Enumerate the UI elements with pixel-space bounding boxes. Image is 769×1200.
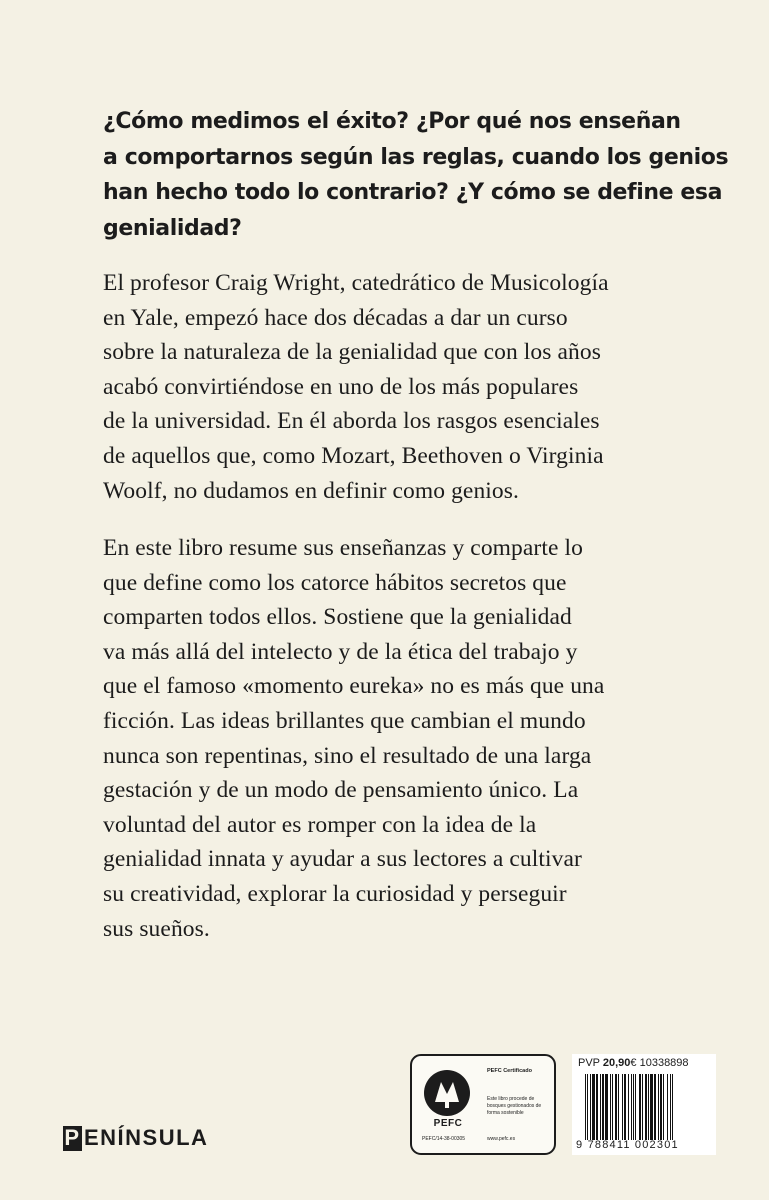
text-line: sus sueños. (103, 915, 210, 942)
pefc-tree-logo-icon (422, 1068, 472, 1118)
text-line: El profesor Craig Wright, catedrático de Musicología (103, 270, 609, 296)
text-line: Woolf, no dudamos en definir como genios. (103, 477, 519, 504)
text-line: su creatividad, explorar la curiosidad y perseguir (103, 880, 567, 907)
text-line: En este libro resume sus enseñanzas y comparte lo (103, 535, 583, 561)
text-line: que define como los catorce hábitos secretos que (103, 569, 567, 596)
publisher-logo (63, 1125, 208, 1151)
text-line: gestación y de un modo de pensamiento único. La (103, 777, 579, 804)
text-line: genialidad innata y ayudar a sus lectores a cultivar (103, 846, 582, 873)
publisher-name: ENÍNSULA (84, 1125, 209, 1150)
price-line (578, 1057, 689, 1069)
text-line: ficción. Las ideas brillantes que cambian el mundo (103, 707, 586, 734)
intro-line: genialidad? (103, 215, 242, 241)
text-line: nunca son repentinas, sino el resultado de una larga (103, 742, 592, 769)
intro-line: ¿Cómo medimos el éxito? ¿Por qué nos enseñan (103, 109, 681, 134)
pefc-certification-box (410, 1054, 556, 1155)
pefc-description: Este libro procede de bosques gestionados de forma sostenible (487, 1096, 542, 1116)
text-line: de aquellos que, como Mozart, Beethoven o Virginia (103, 442, 604, 469)
isbn-number: 9 788411 002301 (576, 1139, 679, 1151)
publisher-logo-mark: P (64, 1125, 81, 1150)
pefc-name: PEFC (433, 1118, 463, 1129)
intro-question-paragraph (103, 104, 729, 246)
text-line: que el famoso «momento eureka» no es más que una (103, 673, 605, 700)
intro-line: a comportarnos según las reglas, cuando los genios (103, 144, 729, 170)
text-line: sobre la naturaleza de la genialidad que con los años (103, 339, 601, 366)
price-amount: 20,90 (602, 1057, 631, 1069)
description-paragraph-1 (103, 266, 703, 508)
description-paragraph-2 (103, 531, 703, 946)
barcode-icon (585, 1074, 707, 1140)
barcode-price-box (572, 1054, 716, 1155)
text-line: acabó convirtiéndose en uno de los más populares (103, 373, 579, 400)
price-label: PVP (578, 1057, 600, 1069)
text-line: comparten todos ellos. Sostiene que la genialidad (103, 604, 572, 631)
pefc-website: www.pefc.es (487, 1136, 516, 1142)
text-line: voluntad del autor es romper con la idea de la (103, 811, 537, 838)
text-line: va más allá del intelecto y de la ética del trabajo y (103, 638, 578, 665)
pefc-code: PEFC/14-38-00305 (422, 1136, 466, 1142)
product-code: 10338898 (639, 1057, 689, 1069)
text-line: en Yale, empezó hace dos décadas a dar un curso (103, 304, 568, 331)
text-line: de la universidad. En él aborda los rasgos esenciales (103, 408, 600, 435)
pefc-certified-label: PEFC Certificado (487, 1068, 532, 1074)
price-currency: € (630, 1057, 637, 1069)
intro-line: han hecho todo lo contrario? ¿Y cómo se define esa (103, 180, 723, 205)
